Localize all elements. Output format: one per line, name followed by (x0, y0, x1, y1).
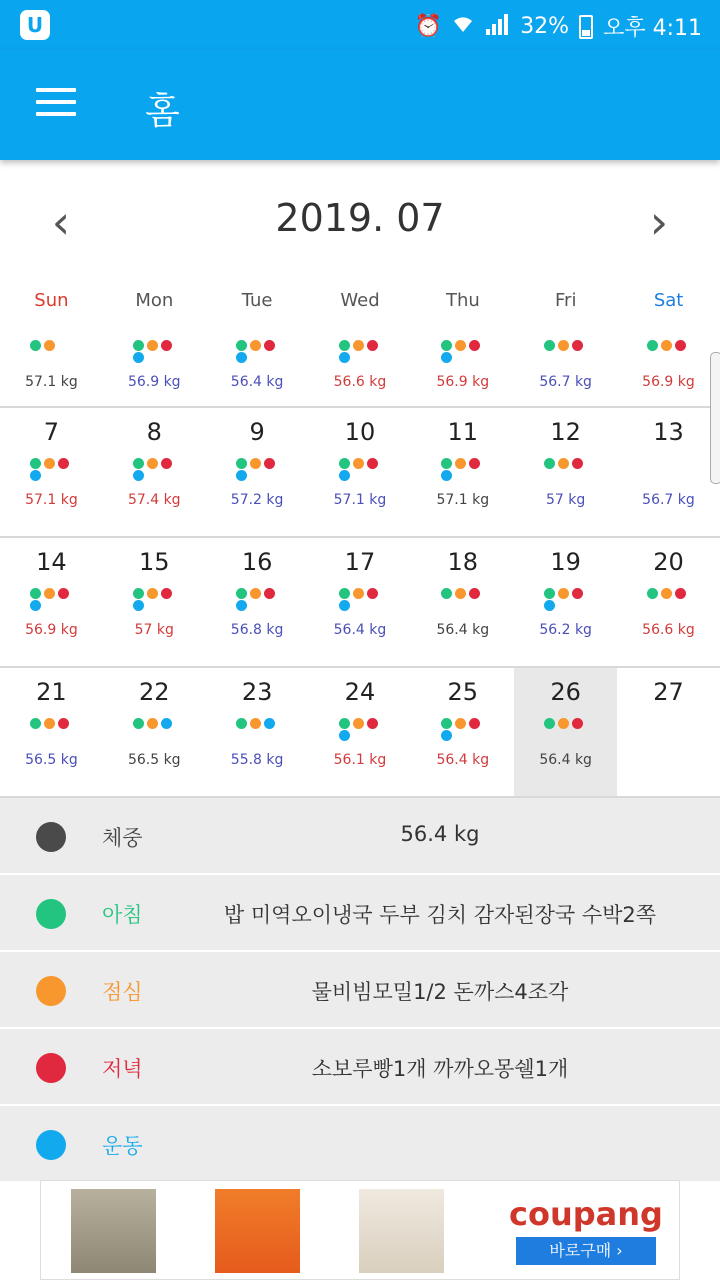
record-dots (647, 340, 707, 370)
day-number: 26 (550, 678, 581, 706)
record-dots (339, 340, 399, 370)
day-number: 11 (447, 418, 479, 446)
app-toolbar (0, 50, 720, 160)
day-weight: 56.9 kg (25, 622, 78, 638)
day-weight: 56.6 kg (642, 622, 695, 638)
record-dot (58, 458, 69, 469)
record-dot (647, 340, 658, 351)
day-weight: 56.5 kg (127, 752, 181, 768)
buy-now-button[interactable]: 바로구매 › (516, 1237, 656, 1265)
legend-value: 밥 미역오이냉국 두부 김치 감자된장국 수박2쪽 (223, 903, 657, 927)
calendar-day[interactable] (411, 538, 514, 666)
record-dot (441, 470, 452, 481)
record-dots (339, 718, 399, 748)
record-dots (236, 458, 296, 488)
record-dot (572, 588, 583, 599)
record-dot (441, 718, 452, 729)
day-number: 22 (138, 678, 170, 706)
day-weight: 56.8 kg (230, 622, 284, 638)
record-dot (469, 458, 480, 469)
calendar-day[interactable] (103, 320, 206, 406)
record-dots (236, 340, 296, 370)
record-dot (44, 718, 55, 729)
record-dots (544, 340, 604, 370)
calendar-grid (0, 320, 720, 798)
month-label: 2019. 07 (275, 196, 445, 240)
ad-product-image[interactable] (359, 1189, 444, 1273)
record-dots (339, 458, 399, 488)
record-dot (236, 352, 247, 363)
record-dot (236, 458, 247, 469)
coupang-ad[interactable] (501, 1189, 671, 1273)
legend-value: 56.4 kg (400, 822, 480, 846)
weekday-wed: Wed (340, 290, 380, 311)
day-number: 17 (344, 548, 376, 576)
record-dot (133, 352, 144, 363)
calendar-day[interactable] (103, 668, 206, 796)
weekday-fri: Fri (555, 290, 577, 311)
record-dots (339, 588, 399, 618)
record-dot (236, 340, 247, 351)
record-dot (264, 718, 275, 729)
weekday-thu: Thu (445, 290, 480, 311)
record-dot (250, 340, 261, 351)
day-number: 25 (447, 678, 479, 706)
weekday-tue: Tue (241, 290, 273, 311)
day-weight: 56.5 kg (25, 752, 78, 768)
record-dot (367, 340, 378, 351)
day-number: 10 (344, 418, 376, 446)
record-dot (30, 340, 41, 351)
day-weight: 57 kg (134, 622, 174, 638)
record-dot (675, 340, 686, 351)
legend-label: 저녁 (102, 1057, 143, 1081)
record-dot (133, 600, 144, 611)
record-dots (30, 718, 90, 748)
day-weight: 57.1 kg (25, 492, 78, 508)
weekday-sat: Sat (653, 290, 684, 311)
record-dots (30, 340, 90, 370)
scrollbar[interactable] (710, 352, 720, 484)
calendar-week (0, 668, 720, 798)
record-dot (469, 340, 480, 351)
day-weight: 56.4 kg (539, 752, 592, 768)
calendar-day[interactable] (514, 538, 617, 666)
record-dot (367, 588, 378, 599)
record-dot (647, 588, 658, 599)
day-weight: 57.1 kg (25, 374, 78, 390)
record-dot (661, 340, 672, 351)
day-weight: 56.7 kg (642, 492, 695, 508)
legend-row[interactable] (0, 1029, 720, 1106)
day-weight: 55.8 kg (230, 752, 284, 768)
calendar-day[interactable] (309, 668, 412, 796)
day-weight: 56.9 kg (436, 374, 490, 390)
calendar-day[interactable] (514, 668, 617, 796)
record-dots (133, 588, 193, 618)
legend-label: 체중 (102, 826, 143, 850)
record-dot (250, 458, 261, 469)
record-dot (30, 458, 41, 469)
calendar-day[interactable] (617, 320, 720, 406)
menu-icon[interactable] (36, 88, 76, 118)
calendar-day[interactable] (0, 408, 103, 536)
record-dot (661, 588, 672, 599)
record-dots (133, 340, 193, 370)
record-dot (264, 340, 275, 351)
day-weight: 56.7 kg (539, 374, 592, 390)
record-dots (647, 458, 707, 488)
record-dot (161, 718, 172, 729)
legend-row[interactable] (0, 875, 720, 952)
record-dot (367, 718, 378, 729)
legend-value: 소보루빵1개 까까오몽쉘1개 (311, 1057, 569, 1081)
day-weight: 57.2 kg (230, 492, 284, 508)
record-dot (558, 458, 569, 469)
record-dot (339, 718, 350, 729)
coupang-logo: coupang (509, 1195, 663, 1233)
calendar-day[interactable] (617, 668, 720, 796)
legend-row[interactable] (0, 952, 720, 1029)
record-dots (236, 718, 296, 748)
record-dot (353, 588, 364, 599)
record-dot (161, 588, 172, 599)
day-number: 20 (653, 548, 684, 576)
day-number: 19 (550, 548, 581, 576)
calendar-day[interactable] (514, 408, 617, 536)
day-number: 9 (249, 418, 265, 446)
record-dot (30, 718, 41, 729)
day-weight: 57.4 kg (127, 492, 181, 508)
record-dot (441, 458, 452, 469)
legend-color-dot (36, 822, 66, 852)
calendar-day[interactable] (103, 408, 206, 536)
calendar-day[interactable] (0, 320, 103, 406)
day-number: 8 (146, 418, 162, 446)
record-dots (441, 588, 501, 618)
calendar-day[interactable] (514, 320, 617, 406)
battery-icon (579, 15, 593, 39)
record-dot (469, 588, 480, 599)
record-dot (30, 588, 41, 599)
record-dot (30, 600, 41, 611)
record-dots (544, 458, 604, 488)
ad-banner[interactable] (40, 1180, 680, 1280)
chevron-right-icon[interactable]: › (649, 195, 669, 249)
legend-label: 아침 (102, 903, 143, 927)
record-dot (455, 588, 466, 599)
record-dot (58, 718, 69, 729)
day-number: 16 (241, 548, 273, 576)
calendar-day[interactable] (103, 538, 206, 666)
day-number: 14 (36, 548, 67, 576)
legend-row[interactable] (0, 1106, 720, 1183)
record-dot (133, 340, 144, 351)
day-number: 23 (241, 678, 273, 706)
alarm-icon: ⏰ (414, 14, 443, 39)
record-dots (441, 718, 501, 748)
legend-label: 운동 (102, 1134, 143, 1158)
day-weight: 57 kg (546, 492, 586, 508)
record-dot (339, 730, 350, 741)
legend-color-dot (36, 976, 66, 1006)
record-dot (455, 340, 466, 351)
signal-icon (484, 13, 510, 41)
day-weight: 56.4 kg (333, 622, 387, 638)
weekday-sun: Sun (34, 290, 69, 311)
record-dot (441, 730, 452, 741)
day-detail-legend (0, 798, 720, 1183)
record-dots (647, 718, 707, 748)
record-dot (339, 340, 350, 351)
chevron-left-icon[interactable]: ‹ (51, 195, 71, 249)
weekday-header (0, 290, 720, 318)
record-dot (236, 718, 247, 729)
day-number: 24 (344, 678, 376, 706)
calendar-day[interactable] (411, 668, 514, 796)
record-dot (236, 588, 247, 599)
day-number: 27 (653, 678, 684, 706)
legend-label: 점심 (102, 980, 143, 1004)
day-weight: 56.4 kg (230, 374, 284, 390)
day-number: 15 (138, 548, 170, 576)
record-dot (236, 470, 247, 481)
legend-row[interactable] (0, 798, 720, 875)
record-dot (44, 340, 55, 351)
record-dot (441, 588, 452, 599)
record-dot (250, 718, 261, 729)
calendar-day[interactable] (0, 668, 103, 796)
calendar-day[interactable] (411, 408, 514, 536)
status-bar (0, 0, 720, 50)
ad-product-image[interactable] (215, 1189, 300, 1273)
day-weight: 56.4 kg (436, 752, 490, 768)
record-dots (544, 718, 604, 748)
record-dot (544, 718, 555, 729)
calendar-day[interactable] (206, 538, 309, 666)
day-number: 7 (43, 418, 60, 446)
legend-color-dot (36, 1130, 66, 1160)
calendar-week (0, 538, 720, 668)
record-dots (30, 458, 90, 488)
status-icons (415, 11, 702, 42)
clock: 오후 4:11 (603, 16, 702, 41)
record-dot (544, 340, 555, 351)
calendar-day[interactable] (411, 320, 514, 406)
day-number: 12 (550, 418, 581, 446)
legend-color-dot (36, 1053, 66, 1083)
record-dot (339, 600, 350, 611)
record-dot (147, 458, 158, 469)
record-dot (572, 340, 583, 351)
record-dot (339, 458, 350, 469)
app-icon: U (20, 10, 50, 40)
record-dots (441, 458, 501, 488)
record-dot (675, 588, 686, 599)
record-dots (133, 458, 193, 488)
record-dot (161, 340, 172, 351)
calendar-day[interactable] (309, 538, 412, 666)
record-dot (339, 470, 350, 481)
day-number: 18 (447, 548, 479, 576)
calendar-day[interactable] (309, 320, 412, 406)
ad-product-image[interactable] (71, 1189, 156, 1273)
day-weight: 56.6 kg (333, 374, 387, 390)
calendar-day[interactable] (0, 538, 103, 666)
record-dots (544, 588, 604, 618)
calendar-day[interactable] (617, 408, 720, 536)
day-number: 21 (36, 678, 67, 706)
calendar-day[interactable] (206, 668, 309, 796)
record-dot (558, 588, 569, 599)
record-dot (455, 458, 466, 469)
legend-color-dot (36, 899, 66, 929)
record-dot (30, 470, 41, 481)
weekday-mon: Mon (135, 290, 174, 311)
month-navigation (0, 190, 720, 260)
record-dot (264, 458, 275, 469)
record-dot (353, 718, 364, 729)
record-dot (133, 458, 144, 469)
record-dot (58, 588, 69, 599)
record-dot (367, 458, 378, 469)
record-dot (147, 718, 158, 729)
calendar-week (0, 320, 720, 408)
record-dots (133, 718, 193, 748)
day-weight: 56.2 kg (539, 622, 592, 638)
record-dot (572, 458, 583, 469)
day-weight: 56.1 kg (333, 752, 387, 768)
record-dot (558, 718, 569, 729)
record-dot (353, 340, 364, 351)
record-dot (133, 588, 144, 599)
calendar-week (0, 408, 720, 538)
record-dot (339, 352, 350, 363)
day-weight: 57.1 kg (436, 492, 490, 508)
record-dots (647, 588, 707, 618)
record-dot (558, 340, 569, 351)
record-dot (147, 588, 158, 599)
day-weight: 57.1 kg (333, 492, 387, 508)
record-dot (441, 340, 452, 351)
record-dot (441, 352, 452, 363)
calendar-day[interactable] (309, 408, 412, 536)
record-dot (147, 340, 158, 351)
record-dot (133, 470, 144, 481)
calendar-day[interactable] (617, 538, 720, 666)
record-dot (455, 718, 466, 729)
day-weight: 56.9 kg (642, 374, 695, 390)
legend-value: 물비빔모밀1/2 돈까스4조각 (311, 980, 569, 1004)
record-dot (544, 588, 555, 599)
record-dots (441, 340, 501, 370)
battery-percent: 32% (520, 14, 570, 39)
record-dot (236, 600, 247, 611)
record-dots (236, 588, 296, 618)
day-number: 13 (653, 418, 684, 446)
record-dot (44, 458, 55, 469)
record-dot (544, 458, 555, 469)
page-title: 홈 (145, 91, 180, 132)
record-dot (469, 718, 480, 729)
record-dot (353, 458, 364, 469)
record-dot (133, 718, 144, 729)
record-dot (544, 600, 555, 611)
record-dot (264, 588, 275, 599)
wifi-icon (452, 14, 474, 40)
record-dots (30, 588, 90, 618)
record-dot (44, 588, 55, 599)
day-weight: 56.9 kg (127, 374, 181, 390)
record-dot (572, 718, 583, 729)
calendar-day[interactable] (206, 320, 309, 406)
record-dot (339, 588, 350, 599)
record-dot (161, 458, 172, 469)
record-dot (250, 588, 261, 599)
day-weight: 56.4 kg (436, 622, 490, 638)
calendar-day[interactable] (206, 408, 309, 536)
